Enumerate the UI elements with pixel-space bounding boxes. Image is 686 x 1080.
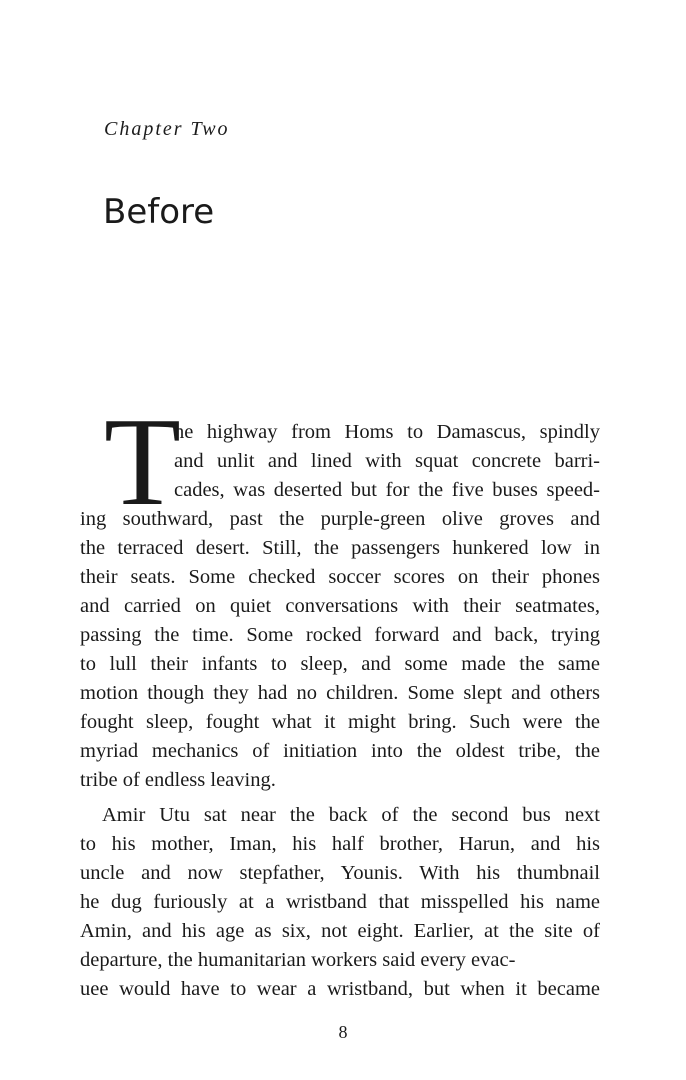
text-line: and unlit and lined with squat concrete barri- [174, 450, 600, 472]
text-line: he highway from Homs to Damascus, spindly [174, 421, 600, 443]
text-line: passing the time. Some rocked forward and back, trying [80, 624, 600, 646]
text-line: uncle and now stepfather, Younis. With his thumbnail [80, 862, 600, 884]
text-line: uee would have to wear a wristband, but when it became [80, 978, 600, 1000]
text-line: tribe of endless leaving. [80, 769, 276, 791]
text-line: to lull their infants to sleep, and some made the same [80, 653, 600, 675]
text-line: Amir Utu sat near the back of the second bus next [102, 804, 600, 826]
text-line: the terraced desert. Still, the passengers hunkered low in [80, 537, 600, 559]
text-line: Amin, and his age as six, not eight. Earlier, at the site of [80, 920, 600, 942]
chapter-label: Chapter Two [104, 118, 230, 140]
text-line: cades, was deserted but for the five buses speed- [174, 479, 600, 501]
text-line: their seats. Some checked soccer scores on their phones [80, 566, 600, 588]
chapter-title: Before [103, 192, 215, 232]
page-number: 8 [338, 1022, 348, 1042]
text-line: fought sleep, fought what it might bring. Such were the [80, 711, 600, 733]
text-line: he dug furiously at a wristband that misspelled his name [80, 891, 600, 913]
text-line: departure, the humanitarian workers said every evac- [80, 949, 516, 971]
text-line: to his mother, Iman, his half brother, Harun, and his [80, 833, 600, 855]
text-line: and carried on quiet conversations with their seatmates, [80, 595, 600, 617]
text-line: motion though they had no children. Some slept and others [80, 682, 600, 704]
text-line: myriad mechanics of initiation into the oldest tribe, the [80, 740, 600, 762]
drop-cap: T [104, 393, 181, 532]
text-line: ing southward, past the purple-green olive groves and [80, 508, 600, 530]
